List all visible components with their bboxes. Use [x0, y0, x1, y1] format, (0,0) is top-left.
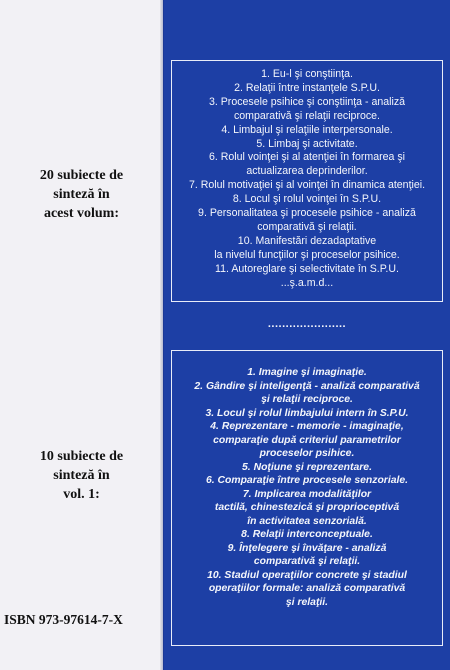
list-item: 9. Înţelegere şi învăţare - analiză	[227, 542, 387, 554]
heading-line: sinteză în	[53, 468, 110, 483]
list-item: ...ş.a.m.d...	[280, 276, 334, 289]
heading-line: acest volum:	[43, 206, 120, 221]
heading-vol1-topics	[0, 447, 163, 504]
list-item: 6. Rolul voinţei şi al atenţiei în formarea şi	[208, 151, 406, 164]
separator-dots: ......................	[267, 318, 347, 330]
isbn: ISBN 973-97614-7-X	[4, 612, 123, 627]
list-item: tactilă, chinestezică şi proprioceptivă	[214, 502, 400, 513]
list-item: 10. Manifestări dezadaptative	[237, 234, 377, 247]
heading-volume-topics	[0, 166, 163, 223]
list-item: 4. Reprezentare - memorie - imaginaţie,	[210, 421, 404, 432]
heading-line: 20 subiecte de	[39, 168, 124, 183]
list-item: în activitatea senzorială.	[247, 515, 367, 527]
list-item: 3. Locul şi rolul limbajului intern în S.P.U.	[205, 407, 409, 419]
list-item: 4. Limbajul şi relaţiile interpersonale.	[221, 123, 393, 136]
list-item: comparaţie după criteriul parametrilor	[213, 434, 401, 446]
heading-line: 10 subiecte de	[39, 449, 124, 464]
list-item: şi relaţii.	[285, 596, 329, 608]
list-item: 8. Locul şi rolul voinţei în S.P.U.	[232, 193, 382, 206]
list-item: 2. Gândire şi inteligenţă - analiză comparativă	[194, 380, 420, 392]
list-item: comparativă şi relaţii reciproce.	[233, 109, 380, 122]
list-item: 11. Autoreglare şi selectivitate în S.P.U.	[215, 262, 399, 275]
list-item: 7. Rolul motivaţiei şi al voinţei în dinamica atenţiei.	[188, 179, 426, 192]
list-item: 9. Personalitatea şi procesele psihice - analiză	[198, 207, 416, 220]
list-item: comparativă şi relaţii.	[257, 220, 357, 233]
volume-topics-box	[171, 60, 443, 302]
heading-line: sinteză în	[53, 187, 110, 202]
list-item: proceselor psihice.	[259, 448, 355, 459]
list-item: operaţiilor formale: analiză comparativă	[208, 583, 406, 594]
vol1-topics-box	[171, 350, 443, 646]
list-item: 8. Relaţii interconceptuale.	[241, 529, 373, 540]
list-item: actualizarea deprinderilor.	[246, 165, 368, 178]
list-item: 1. Imagine şi imaginaţie.	[247, 367, 367, 378]
left-panel	[0, 0, 163, 670]
list-item: 1. Eu-l şi conştiinţa.	[261, 68, 353, 80]
list-item: 10. Stadiul operaţiilor concrete şi stadiul	[207, 569, 407, 581]
volume-topics-list	[172, 68, 442, 291]
list-item: comparativă şi relaţii.	[253, 556, 361, 567]
list-item: 5. Limbaj şi activitate.	[256, 137, 358, 150]
list-item: 2. Relaţii între instanţele S.P.U.	[234, 81, 380, 94]
list-item: 3. Procesele psihice şi conştiinţa - analiză	[208, 95, 406, 108]
heading-line: vol. 1:	[63, 487, 100, 502]
vol1-topics-list	[172, 366, 442, 609]
list-item: 7. Implicarea modalităţilor	[242, 488, 372, 500]
list-item: la nivelul funcţiilor şi proceselor psihice.	[214, 248, 400, 261]
list-item: 5. Noţiune şi reprezentare.	[242, 461, 372, 473]
list-item: 6. Comparaţie între procesele senzoriale.	[205, 475, 409, 486]
spine-shadow	[160, 0, 164, 670]
list-item: şi relaţii reciproce.	[261, 394, 353, 405]
